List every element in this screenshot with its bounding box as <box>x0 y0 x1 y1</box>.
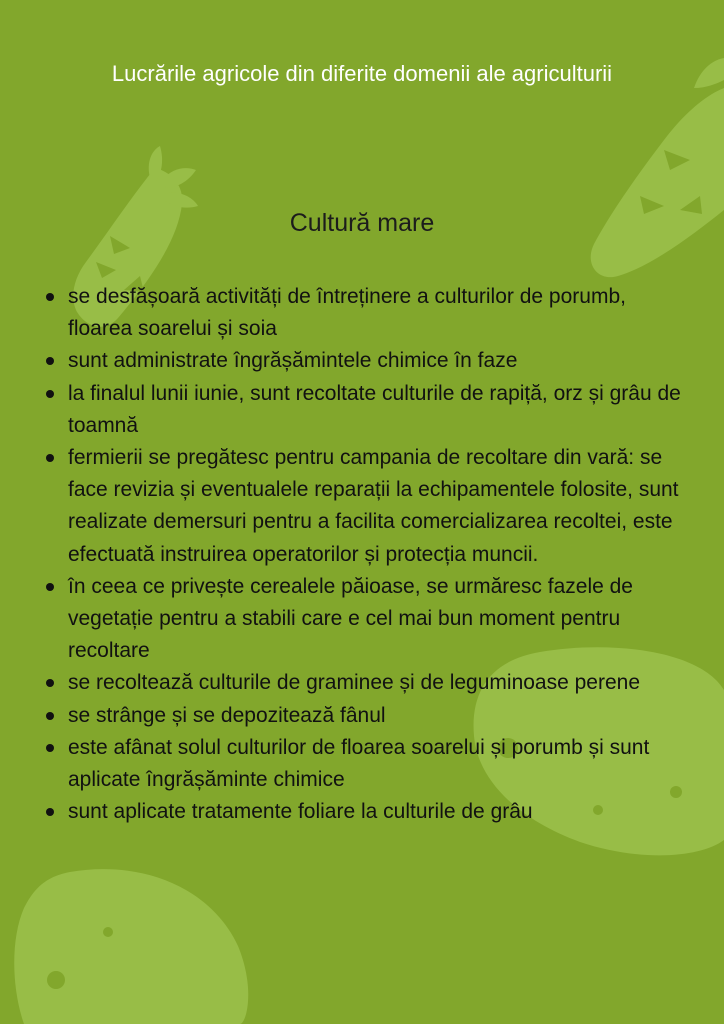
list-item: se recoltează culturile de graminee și de leguminoase perene <box>0 667 724 699</box>
list-item: sunt aplicate tratamente foliare la culturile de grâu <box>0 796 724 828</box>
section-title: Cultură mare <box>289 209 435 237</box>
list-item: sunt administrate îngrășămintele chimice în faze <box>0 345 724 377</box>
list-item: în ceea ce privește cerealele păioase, se urmăresc fazele de vegetație pentru a stabili care e cel mai bun moment pentru recoltare <box>0 571 724 668</box>
list-item: la finalul lunii iunie, sunt recoltate culturile de rapiță, orz și grâu de toamnă <box>0 378 724 442</box>
header-title: Lucrările agricole din diferite domenii ale agriculturii <box>111 61 613 86</box>
list-item: fermierii se pregătesc pentru campania de recoltare din vară: se face revizia și eventualele reparații la echipamentele folosite, sunt realizate demersuri pentru a facilita comercializarea recoltei, este efectuată instruirea operatorilor și protecția muncii. <box>0 442 724 571</box>
carrot-icon <box>591 58 724 277</box>
list-item: este afânat solul culturilor de floarea soarelui și porumb și sunt aplicate îngrășăminte chimice <box>0 732 724 796</box>
list-item: se desfășoară activități de întreținere a culturilor de porumb, floarea soarelui și soia <box>0 281 724 345</box>
potato-icon <box>14 869 248 1024</box>
bullet-list <box>0 281 724 828</box>
list-item: se strânge și se depozitează fânul <box>0 700 724 732</box>
